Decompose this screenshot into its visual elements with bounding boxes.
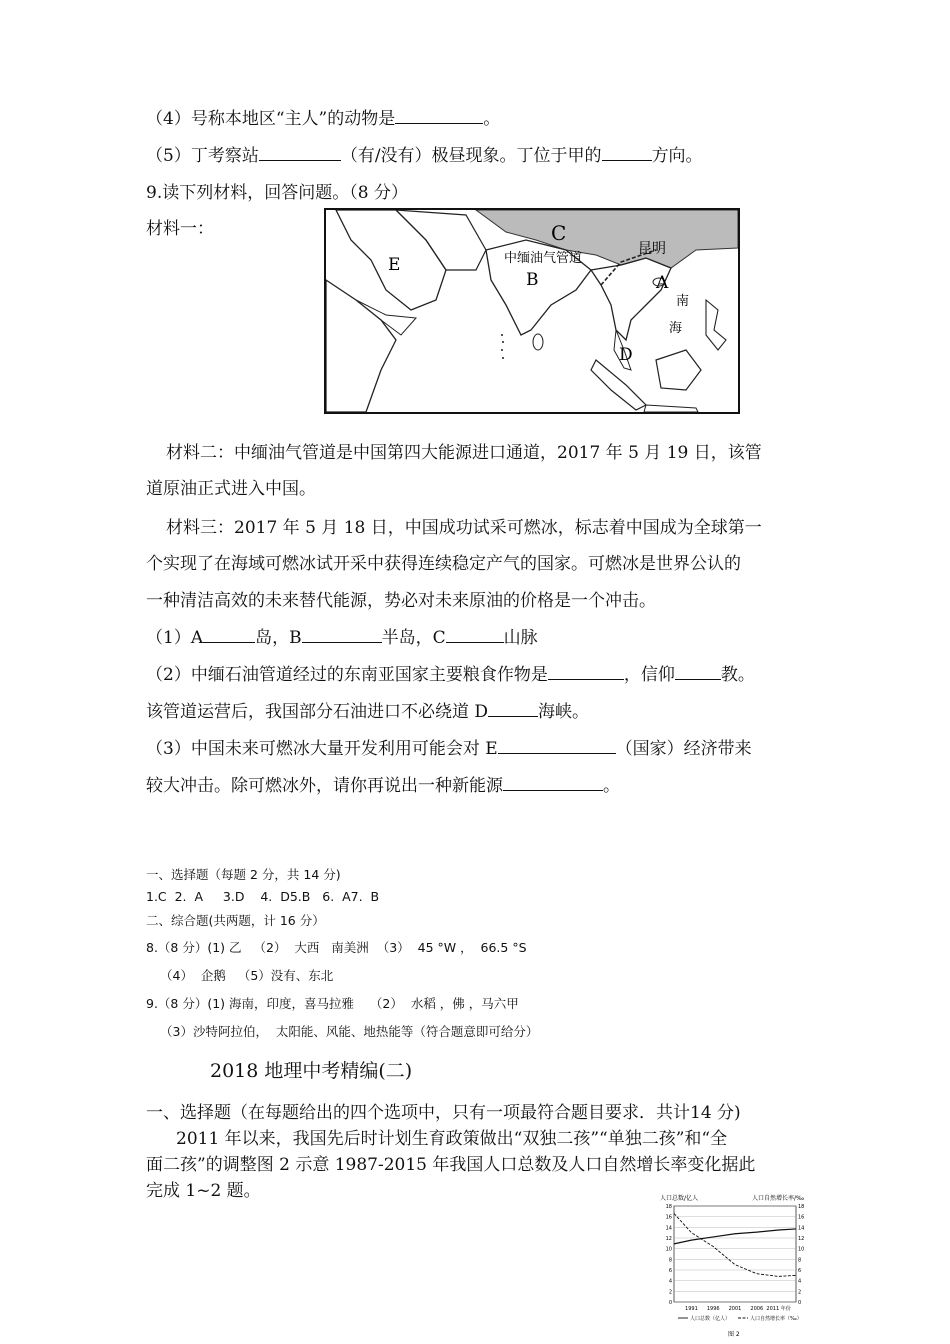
maldives-dots [501,334,504,359]
material3-line2: 个实现了在海域可燃冰试开采中获得连续稳定产气的国家。可燃冰是世界公认的 [146,554,741,574]
answer-blank[interactable] [675,664,721,680]
answer-blank[interactable] [302,627,382,643]
q9-part1-b: 岛，B [255,628,302,648]
sri-lanka-shape [533,334,543,350]
answer-blank[interactable] [395,108,483,124]
q9-part3-line2-end: 。 [603,776,620,796]
label-E: E [388,255,401,275]
label-B: B [526,270,539,290]
ylabel-left: 人口总数/亿人 [660,1195,699,1202]
y-tick-left: 16 [665,1214,672,1221]
label-sea-nan: 南 [676,294,690,309]
answer-blank[interactable] [259,145,341,161]
y-tick-left: 2 [668,1289,672,1296]
q9-title: 9.读下列材料，回答问题。（8 分） [146,183,408,203]
q9-part3-line2-text: 较大冲击。除可燃冰外，请你再说出一种新能源 [146,776,503,796]
material3-line3: 一种清洁高效的未来替代能源，势必对未来原油的价格是一个冲击。 [146,591,656,611]
q8-line5-mid: （有/没有）极昼现象。丁位于甲的 [340,146,602,166]
x-tick-label: 1996 [706,1306,720,1312]
chart-svg [660,1192,810,1338]
answers-l4: 8.（8 分）(1) 乙 （2） 大西 南美洲 （3） 45 °W ， 66.5 °S [146,940,527,955]
q8-line4 [146,104,500,129]
y-tick-right: 16 [798,1214,805,1221]
x-tick-label: 1991 [685,1306,698,1312]
section2-s1: 一、选择题（在每题给出的四个选项中，只有一项最符合题目要求．共计14 分) [146,1103,741,1123]
chart-grid [674,1206,796,1302]
q9-part2-line2-end: 海峡。 [538,702,590,722]
answers-l7: （3）沙特阿拉伯， 太阳能、风能、地热能等（符合题意即可给分） [160,1024,539,1039]
y-tick-right: 18 [798,1204,805,1210]
label-C: C [551,221,567,245]
philippines-shape [706,300,726,350]
section2-p2: 面二孩”的调整图 2 示意 1987-2015 年我国人口总数及人口自然增长率变化据此 [146,1155,756,1175]
answers-l3: 二、综合题(共两题，计 16 分） [146,913,325,928]
y-tick-left: 4 [668,1278,672,1285]
java-shape [644,405,698,412]
y-tick-right: 0 [798,1300,802,1306]
legend-label: 人口自然增长率（‰） [750,1316,802,1322]
x-tick-label: 2006 [750,1306,764,1312]
q9-part2-line2-text: 该管道运营后，我国部分石油进口不必绕道 D [146,702,489,722]
q8-line5-text: （5）丁考察站 [146,146,259,166]
ylabel-right: 人口自然增长率/‰ [752,1195,805,1202]
y-tick-right: 2 [798,1289,802,1296]
answer-blank[interactable] [203,627,255,643]
q9-part3-a: （3）中国未来可燃冰大量开发利用可能会对 E [146,739,498,759]
y-tick-left: 14 [665,1225,672,1232]
answers-l1: 一、选择题（每题 2 分，共 14 分) [146,867,341,882]
answer-blank[interactable] [503,775,603,791]
plot-frame [674,1206,796,1302]
answer-blank[interactable] [498,738,616,754]
q8-line5 [146,141,703,166]
indochina-shape [591,258,671,340]
answers-l6: 9.（8 分）(1) 海南，印度，喜马拉雅 （2） 水稻 ，佛 ，马六甲 [146,996,519,1011]
y-tick-right: 4 [798,1278,802,1285]
y-tick-left: 6 [668,1268,672,1274]
y-tick-left: 18 [665,1204,672,1210]
q9-part1-d: 山脉 [503,628,538,648]
map-figure [324,208,740,414]
chart-ticks [666,1204,805,1312]
material2-line1: 材料二：中缅油气管道是中国第四大能源进口通道，2017 年 5 月 19 日，该管 [166,443,762,463]
population-chart [660,1192,810,1338]
horn-shape [356,300,416,335]
y-tick-right: 14 [798,1225,805,1232]
answer-blank[interactable] [488,701,538,717]
q8-line4-text: （4）号称本地区“主人”的动物是 [146,109,396,129]
q9-part1-c: 半岛，C [381,628,446,648]
q9-part3 [146,734,752,759]
material3-line1: 材料三：2017 年 5 月 18 日，中国成功试采可燃冰，标志着中国成为全球第一 [166,518,762,538]
label-pipeline: 中缅油气管道 [504,251,583,266]
y-tick-left: 0 [668,1300,672,1306]
section2-p1: 2011 年以来，我国先后时计划生育政策做出“双独二孩”“单独二孩”和“全 [176,1129,728,1149]
label-A: A [656,273,669,293]
x-tick-label: 2011 年份 [766,1306,791,1312]
label-kunming: 昆明 [638,241,666,257]
section2-p3: 完成 1~2 题。 [146,1181,261,1201]
q8-line4-end: 。 [483,109,501,129]
x-tick-label: 2001 [728,1306,742,1312]
material2-line2: 道原油正式进入中国。 [146,479,316,499]
q9-part2-b: ，信仰 [623,665,675,685]
answers-l2: 1.C 2. A 3.D 4. D5.B 6. A7. B [146,889,380,904]
y-tick-right: 12 [798,1236,805,1242]
q9-part1 [146,623,538,648]
series-line-1 [674,1229,796,1244]
material1-label: 材料一： [146,219,214,239]
answer-blank[interactable] [446,627,504,643]
q9-part2-c: 教。 [720,665,755,685]
y-tick-left: 12 [665,1236,672,1242]
chart-legend [678,1315,802,1322]
answers-l5: （4） 企鹅 （5）没有、东北 [160,968,334,983]
label-D: D [619,345,633,365]
q8-line5-end: 方向。 [651,146,703,166]
borneo-shape [656,350,701,390]
answer-blank[interactable] [602,145,652,161]
y-tick-right: 6 [798,1268,802,1274]
y-tick-right: 10 [798,1246,805,1253]
legend-label: 人口总数（亿人） [690,1316,731,1322]
q9-part1-a: （1）A [146,628,204,648]
iran-shape [396,210,486,270]
answer-blank[interactable] [548,664,624,680]
q9-part3-line2 [146,771,620,796]
label-sea-hai: 海 [669,321,683,336]
y-tick-left: 8 [668,1257,672,1264]
map-svg [326,210,738,412]
y-tick-left: 10 [665,1246,672,1253]
africa-shape [326,280,396,412]
chart-caption: 图 2 [728,1331,740,1338]
q9-part2 [146,660,755,685]
sumatra-shape [591,360,646,410]
y-tick-right: 8 [798,1257,802,1264]
q9-part2-line2 [146,697,589,722]
section-heading: 2018 地理中考精编(二) [210,1060,413,1082]
q9-part2-a: （2）中缅石油管道经过的东南亚国家主要粮食作物是 [146,665,548,685]
q9-part3-b: （国家）经济带来 [615,739,752,759]
series-line-2 [674,1213,796,1276]
chart-lines [674,1213,796,1276]
